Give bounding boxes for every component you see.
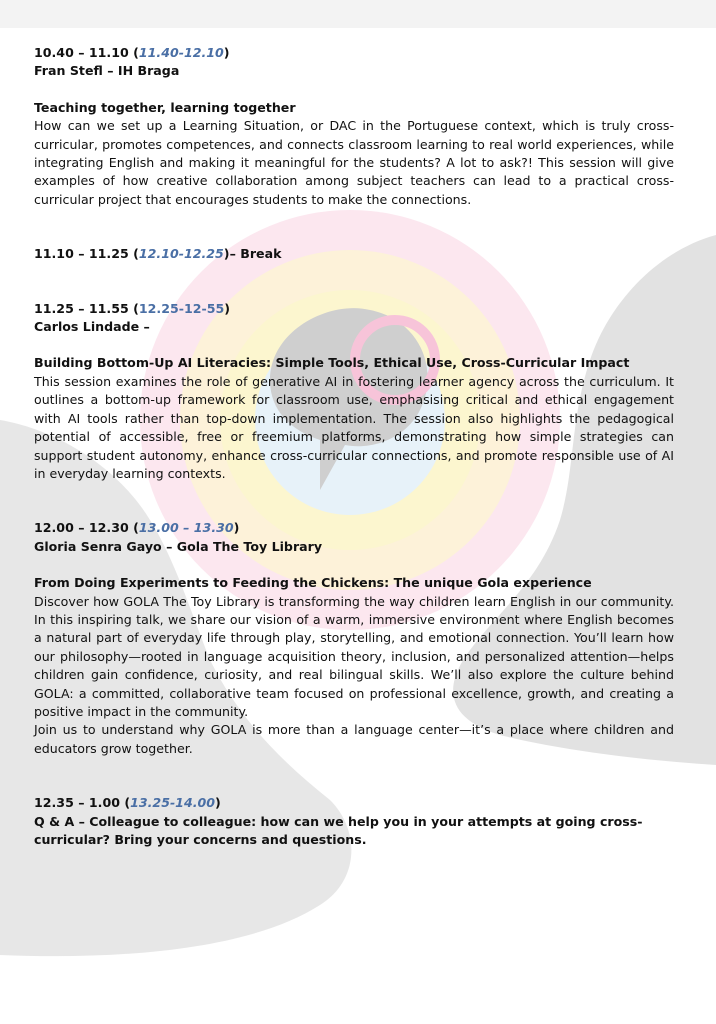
session-time: 10.40 – 11.10 (11.40-12.10) — [34, 45, 230, 60]
session-time: 11.25 – 11.55 (12.25-12-55) — [34, 300, 230, 316]
speaker-name: Fran Stefl – IH Braga — [34, 63, 180, 79]
session-time: 12.00 – 12.30 (13.00 – 13.30) — [34, 520, 240, 536]
session-description: Discover how GOLA The Toy Library is transforming the way children learn English in our community. In this inspiring talk, we share our vision of a warm, immersive environment where English becomes a natural part of everyday life through play, storytelling, and emotional connection. You’ll learn how our philosophy—rooted in language acquisition theory, inclusion, and personalized attention—helps children gain confidence, curiosity, and real bilingual skills. We’ll also explore the culture behind GOLA: a committed, collaborative team focused on professional excellence, growth, and creating a positive impact in the community. — [34, 593, 674, 719]
session-1 — [34, 44, 674, 209]
alt-time-range: 13.25-14.00 — [130, 795, 216, 811]
session-2 — [34, 300, 674, 484]
alt-time-range: 13.00 – 13.30 — [138, 520, 234, 536]
session-3 — [34, 519, 674, 758]
time-range: 12.00 – 12.30 — [34, 520, 129, 536]
speaker-name: Carlos Lindade – — [34, 319, 150, 335]
break — [34, 245, 674, 263]
schedule — [34, 44, 674, 849]
break-label: – Break — [229, 246, 282, 262]
time-range: 11.10 – 11.25 — [34, 246, 129, 262]
time-range: 10.40 – 11.10 — [34, 45, 129, 60]
time-range: 12.35 – 1.00 — [34, 795, 120, 811]
session-qa — [34, 794, 674, 849]
break-line: 11.10 – 11.25 (12.10-12.25)– Break — [34, 246, 282, 262]
session-description: This session examines the role of generative AI in fostering learner agency across the curriculum. It outlines a bottom-up framework for classroom use, emphasising critical and ethical engagement with AI tools rather than top-down implementation. The session also highlights the pedagogical potential of accessible, free or freemium platforms, demonstrating how simple strategies can support student autonomy, enhance cross-curricular connections, and promote responsible use of AI in everyday learning contexts. — [34, 373, 674, 481]
session-title: Teaching together, learning together — [34, 99, 296, 115]
speaker-name: Gloria Senra Gayo – Gola The Toy Library — [34, 538, 323, 554]
session-title: Building Bottom-Up AI Literacies: Simple Tools, Ethical Use, Cross-Curricular Impact — [34, 355, 630, 371]
session-description-closing: Join us to understand why GOLA is more than a language center—it’s a place where children and educators grow together. — [34, 722, 674, 756]
session-time: 12.35 – 1.00 (13.25-14.00) — [34, 795, 221, 811]
alt-time-range: 11.40-12.10 — [138, 45, 224, 60]
top-band — [0, 0, 716, 28]
alt-time-range: 12.25-12-55 — [138, 300, 225, 316]
qa-title: Q & A – Colleague to colleague: how can we help you in your attempts at going cross-curricular? Bring your concerns and questions. — [34, 813, 643, 847]
time-range: 11.25 – 11.55 — [34, 300, 129, 316]
session-title: From Doing Experiments to Feeding the Chickens: The unique Gola experience — [34, 575, 592, 591]
alt-time-range: 12.10-12.25 — [138, 246, 224, 262]
session-description: How can we set up a Learning Situation, or DAC in the Portuguese context, which is truly cross-curricular, promotes competences, and connects classroom learning to real world experiences, while integrating English and making it meaningful for the students? A lot to ask?! This session will give examples of how creative collaboration among subject teachers can lead to a practical cross-curricular project that encourages students to make the connections. — [34, 118, 674, 207]
